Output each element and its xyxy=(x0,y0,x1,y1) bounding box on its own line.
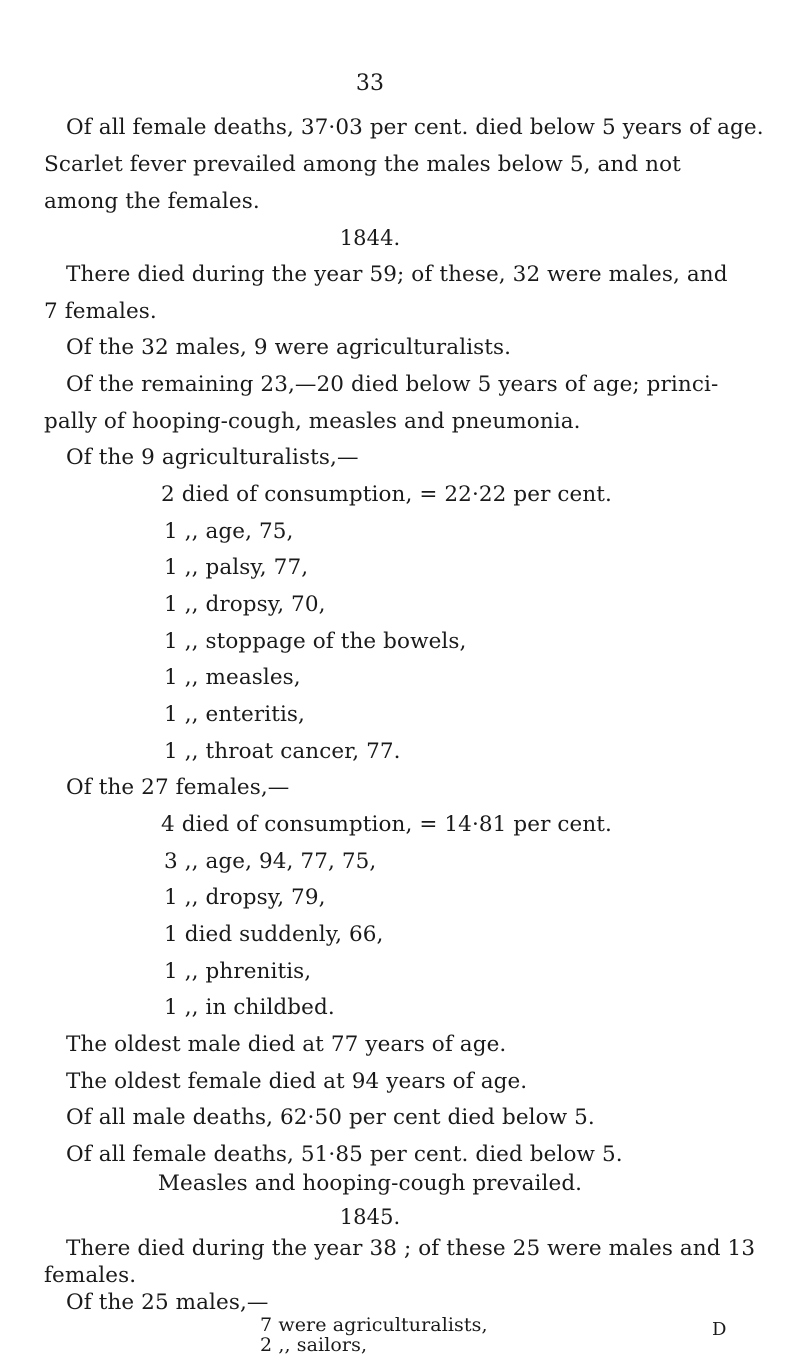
list-entry: 1 ,, dropsy, 70, xyxy=(164,592,326,617)
text-line: Of all female deaths, 51·85 per cent. died below 5. xyxy=(66,1142,623,1167)
year-heading-1844: 1844. xyxy=(339,226,401,250)
text-line: Of the remaining 23,—20 died below 5 years of age; princi- xyxy=(66,372,719,397)
list-entry: 2 died of consumption, = 22·22 per cent. xyxy=(161,482,612,507)
text-line: 7 females. xyxy=(44,299,157,324)
text-line: Of all female deaths, 37·03 per cent. died below 5 years of age. xyxy=(66,115,764,140)
text-line: Scarlet fever prevailed among the males below 5, and not xyxy=(44,152,681,177)
text-line-centered: Measles and hooping-cough prevailed. xyxy=(157,1171,583,1196)
page-number: 33 xyxy=(355,71,385,96)
text-line: The oldest male died at 77 years of age. xyxy=(66,1032,507,1057)
text-line: Of the 9 agriculturalists,— xyxy=(66,445,359,470)
text-line: There died during the year 59; of these, 32 were males, and xyxy=(66,262,728,287)
text-line: Of the 25 males,— xyxy=(66,1290,269,1315)
text-line: pally of hooping-cough, measles and pneumonia. xyxy=(44,409,581,434)
list-entry: 1 ,, phrenitis, xyxy=(164,959,312,984)
list-entry: 1 ,, palsy, 77, xyxy=(164,555,309,580)
year-heading-1845: 1845. xyxy=(339,1205,401,1229)
text-line: There died during the year 38 ; of these 25 were males and 13 xyxy=(66,1236,756,1261)
list-entry: 4 died of consumption, = 14·81 per cent. xyxy=(161,812,612,837)
text-line: Of the 27 females,— xyxy=(66,775,290,800)
list-entry: 1 ,, age, 75, xyxy=(164,519,294,544)
text-line: The oldest female died at 94 years of age. xyxy=(66,1069,528,1094)
list-entry: 1 ,, enteritis, xyxy=(164,702,305,727)
list-entry: 1 ,, stoppage of the bowels, xyxy=(164,629,467,654)
list-entry: 1 ,, dropsy, 79, xyxy=(164,885,326,910)
text-line: among the females. xyxy=(44,189,260,214)
list-entry: 1 died suddenly, 66, xyxy=(164,922,384,947)
text-line: Of the 32 males, 9 were agriculturalists. xyxy=(66,335,512,360)
text-line: Of all male deaths, 62·50 per cent died below 5. xyxy=(66,1105,595,1130)
list-entry: 2 ,, sailors, xyxy=(260,1334,368,1356)
signature-mark: D xyxy=(712,1319,727,1340)
list-entry: 7 were agriculturalists, xyxy=(260,1314,488,1336)
text-line: females. xyxy=(44,1263,137,1288)
list-entry: 1 ,, in childbed. xyxy=(164,995,335,1020)
list-entry: 1 ,, measles, xyxy=(164,665,301,690)
list-entry: 1 ,, throat cancer, 77. xyxy=(164,739,401,764)
list-entry: 3 ,, age, 94, 77, 75, xyxy=(164,849,377,874)
